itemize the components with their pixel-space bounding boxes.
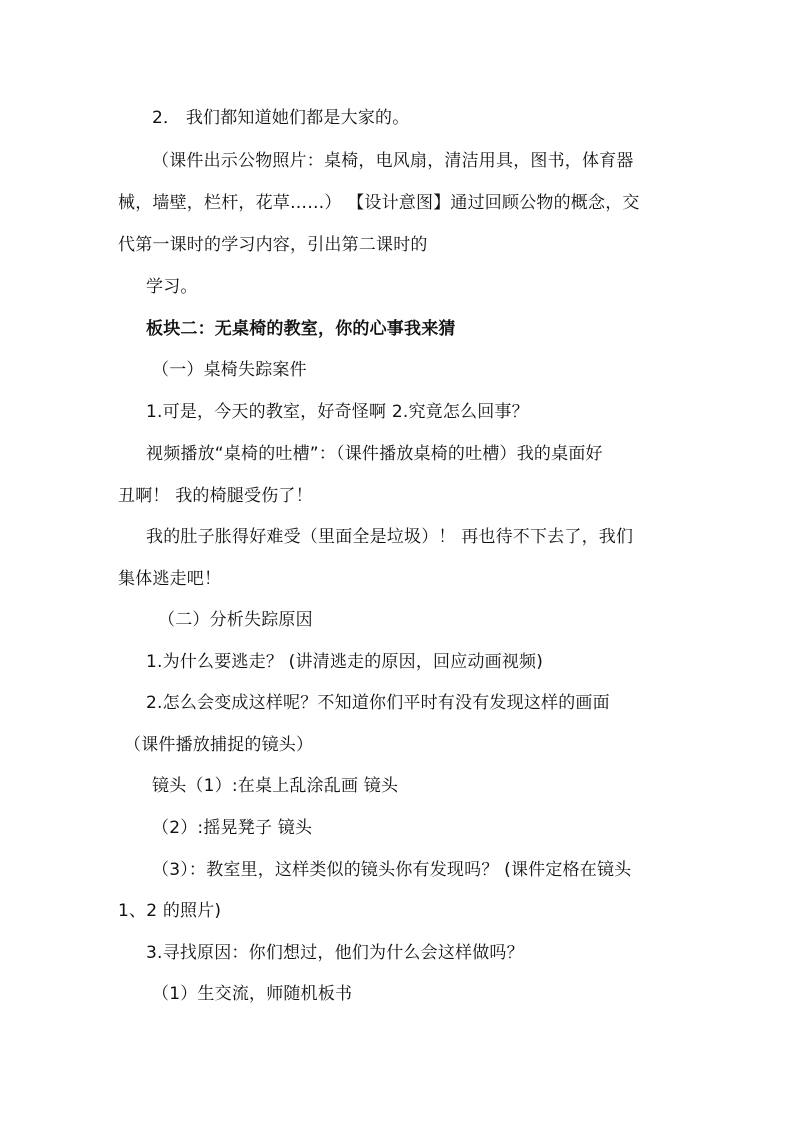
text-line-21: 3.寻找原因：你们想过，他们为什么会这样做吗？ (146, 943, 524, 963)
text-line-19: （3）：教室里，这样类似的镜头你有发现吗？ (课件定格在镜头 (152, 860, 632, 880)
section-heading: 板块二：无桌椅的教室，你的心事我来猜 (146, 319, 456, 339)
text-line-15: 2.怎么会变成这样呢？不知道你们平时有没有发现这样的画面 (146, 693, 610, 713)
text-line-1: 2． 我们都知道她们都是大家的。 (152, 108, 410, 128)
text-line-22: （1）生交流，师随机板书 (152, 984, 353, 1004)
text-line-4: 代第一课时的学习内容，引出第二课时的 (118, 235, 428, 255)
subsection-heading-1: （一）桌椅失踪案件 (152, 360, 307, 380)
text-line-12: 集体逃走吧！ (118, 569, 222, 589)
text-line-16: （课件播放捕捉的镜头） (124, 735, 314, 755)
text-line-18: （2）:摇晃凳子 镜头 (152, 818, 313, 838)
text-line-5: 学习。 (146, 277, 198, 297)
text-line-11: 我的肚子胀得好难受（里面全是垃圾）！ 再也待不下去了，我们 (146, 527, 634, 547)
text-line-9: 视频播放“桌椅的吐槽”：（课件播放桌椅的吐槽）我的桌面好 (146, 444, 603, 464)
text-line-14: 1.为什么要逃走？ (讲清逃走的原因，回应动画视频) (146, 652, 544, 672)
text-line-2: （课件出示公物照片：桌椅，电风扇，清洁用具，图书，体育器 (152, 151, 634, 171)
text-line-20: 1、2 的照片) (118, 901, 222, 921)
text-line-10: 丑啊！ 我的椅腿受伤了！ (118, 486, 313, 506)
text-line-17: 镜头（1）:在桌上乱涂乱画 镜头 (152, 776, 399, 796)
text-line-3: 械，墙壁，栏杆，花草……） 【设计意图】通过回顾公物的概念，交 (118, 193, 640, 213)
subsection-heading-2: （二）分析失踪原因 (158, 610, 313, 630)
text-line-8: 1.可是，今天的教室，好奇怪啊 2.究竟怎么回事？ (146, 402, 529, 422)
